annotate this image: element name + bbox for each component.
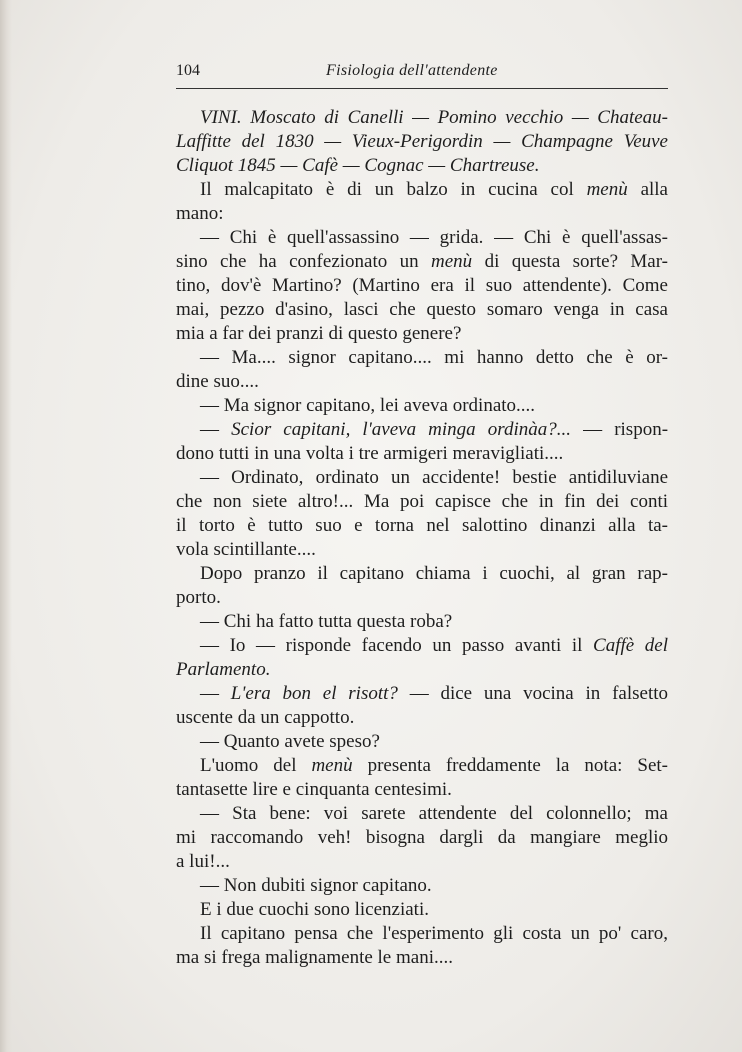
text-line: — L'era bon el risott? — dice una vocina in falsetto [200,683,668,704]
text-line: — Ma.... signor capitano.... mi hanno detto che è or- [200,347,668,368]
text-line: a lui!... [176,851,230,872]
text-line: Il malcapitato è di un balzo in cucina col menù alla [200,179,668,200]
text-line: sino che ha confezionato un menù di questa sorte? Mar- [176,251,668,272]
text-line: Dopo pranzo il capitano chiama i cuochi, al gran rap- [200,563,668,584]
text-line: il torto è tutto suo e torna nel salottino dinanzi alla ta- [176,515,668,536]
page-binding-edge [0,0,12,1052]
text-line: Il capitano pensa che l'esperimento gli costa un po' caro, [200,923,668,944]
text-line: — Io — risponde facendo un passo avanti il Caffè del [200,635,668,656]
text-line: uscente da un cappotto. [176,707,355,728]
text-line: mia a far dei pranzi di questo genere? [176,323,462,344]
text-line: — Scior capitani, l'aveva minga ordinàa?... — rispon- [200,419,669,440]
body-text [176,106,668,970]
text-line: — Ma signor capitano, lei aveva ordinato.... [200,395,536,416]
text-line: mano: [176,203,224,224]
text-line: mi raccomando veh! bisogna dargli da mangiare meglio [176,827,668,848]
text-line: — Chi è quell'assassino — grida. — Chi è quell'assas- [200,227,668,248]
text-line: — Non dubiti signor capitano. [200,875,432,896]
text-line: ma si frega malignamente le mani.... [176,947,453,968]
text-line: tino, dov'è Martino? (Martino era il suo attendente). Come [176,275,668,296]
text-line: — Quanto avete speso? [200,731,380,752]
running-header [176,62,668,86]
text-line: L'uomo del menù presenta freddamente la nota: Set- [200,755,668,776]
text-line: Parlamento. [176,659,271,680]
text-line: che non siete altro!... Ma poi capisce che in fin dei conti [176,491,668,512]
text-line: Cliquot 1845 — Cafè — Cognac — Chartreuse. [176,155,540,176]
running-title: Fisiologia dell'attendente [326,62,498,79]
text-line: VINI. Moscato di Canelli — Pomino vecchio — Chateau- [200,107,668,128]
text-line: Laffitte del 1830 — Vieux-Perigordin — Champagne Veuve [176,131,668,152]
text-line: mai, pezzo d'asino, lasci che questo somaro venga in casa [176,299,668,320]
page-number: 104 [176,62,200,79]
text-line: dine suo.... [176,371,259,392]
text-line: porto. [176,587,221,608]
header-rule [176,88,668,89]
text-line: vola scintillante.... [176,539,316,560]
text-line: — Sta bene: voi sarete attendente del colonnello; ma [200,803,668,824]
text-line: dono tutti in una volta i tre armigeri meravigliati.... [176,443,564,464]
text-line: tantasette lire e cinquanta centesimi. [176,779,452,800]
text-line: — Chi ha fatto tutta questa roba? [200,611,453,632]
text-line: E i due cuochi sono licenziati. [200,899,429,920]
text-line: — Ordinato, ordinato un accidente! bestie antidiluviane [200,467,668,488]
